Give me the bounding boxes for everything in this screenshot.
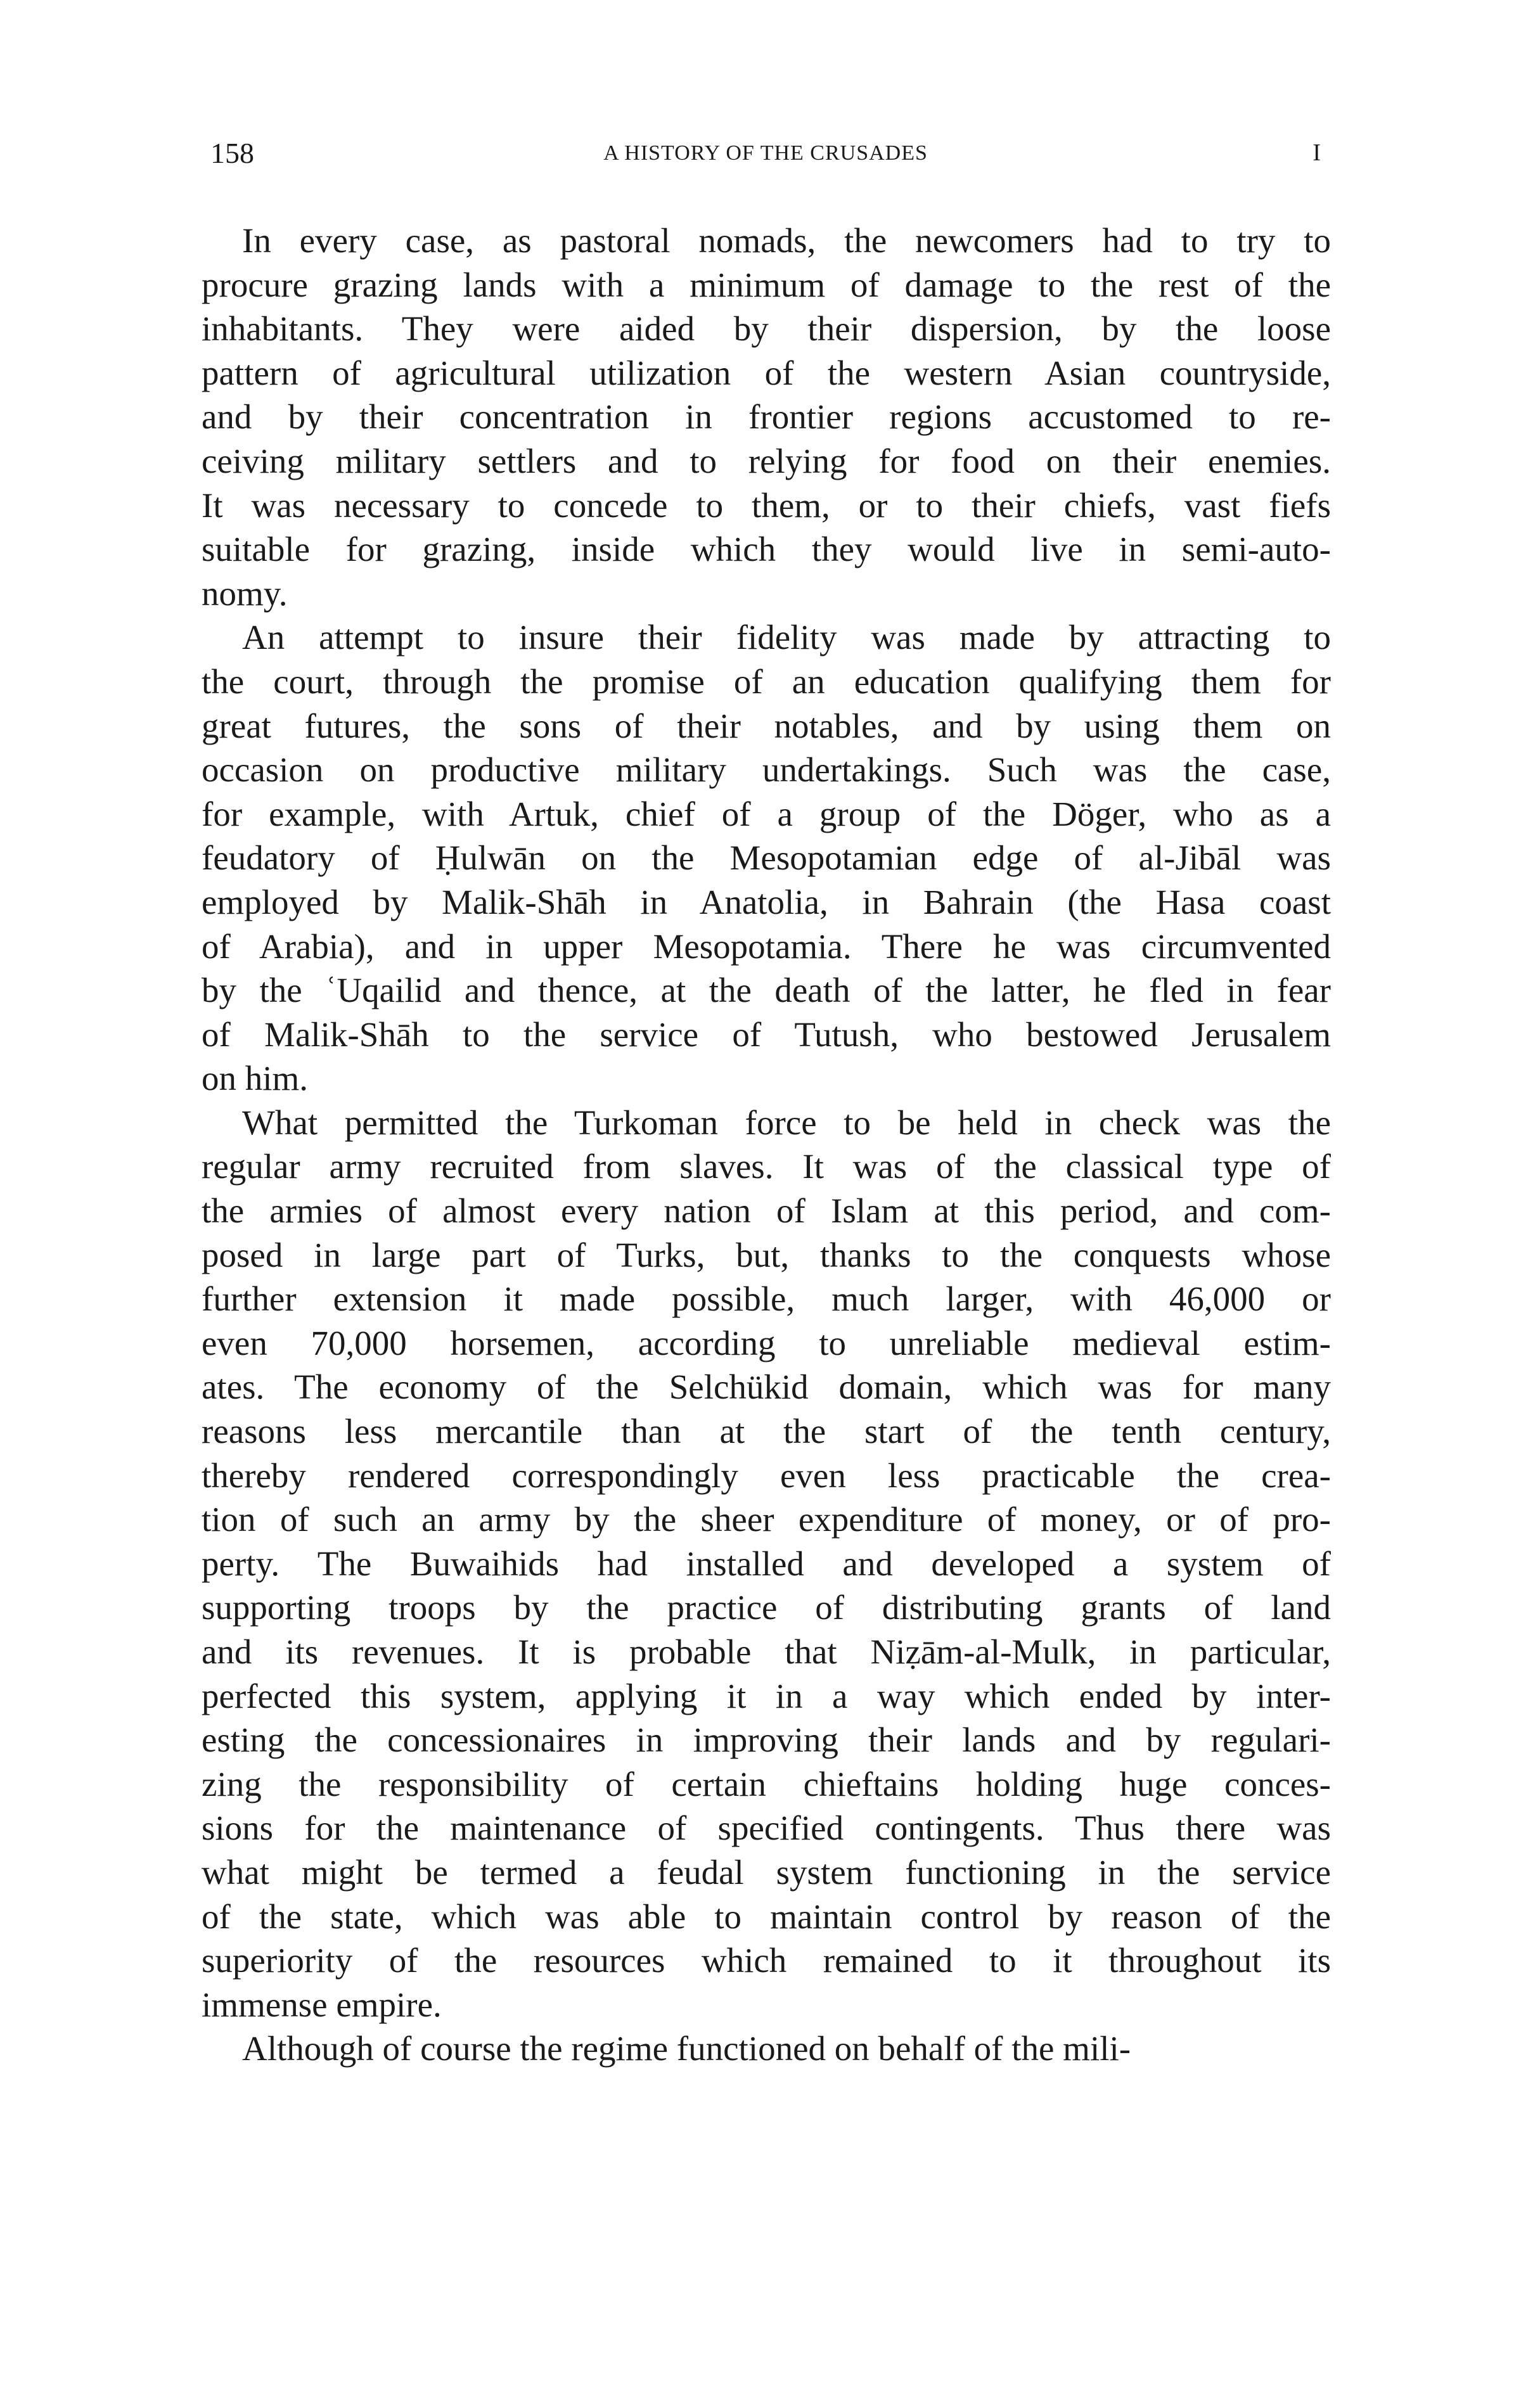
text-line: ates. The economy of the Selchükid domain, which was for many	[202, 1367, 1331, 1407]
text-line: Although of course the regime functioned on behalf of the mili-	[242, 2029, 1131, 2068]
text-line: superiority of the resources which remained to it throughout its	[202, 1941, 1331, 1980]
text-line: supporting troops by the practice of distributing grants of land	[202, 1588, 1331, 1627]
page-number: 158	[210, 137, 254, 169]
text-line: nomy.	[202, 573, 288, 613]
text-line: occasion on productive military undertakings. Such was the case,	[202, 750, 1331, 790]
page-header	[210, 136, 1321, 174]
text-line: great futures, the sons of their notables, and by using them on	[202, 706, 1331, 745]
text-line: inhabitants. They were aided by their dispersion, by the loose	[202, 309, 1331, 349]
text-line: thereby rendered correspondingly even less practicable the crea-	[202, 1456, 1331, 1495]
text-line: on him.	[202, 1059, 309, 1098]
text-line: of Arabia), and in upper Mesopotamia. There he was circumvented	[202, 926, 1331, 966]
text-line: perfected this system, applying it in a way which ended by inter-	[202, 1676, 1331, 1715]
text-line: reasons less mercantile than at the start of the tenth century,	[202, 1412, 1331, 1451]
paragraph	[202, 219, 1331, 615]
text-line: regular army recruited from slaves. It was of the classical type of	[202, 1147, 1331, 1186]
text-line: ceiving military settlers and to relying for food on their enemies.	[202, 441, 1331, 480]
text-line: the armies of almost every nation of Islam at this period, and com-	[202, 1191, 1331, 1231]
text-line: An attempt to insure their fidelity was made by attracting to	[242, 618, 1331, 657]
paragraph	[202, 615, 1331, 1101]
text-line: zing the responsibility of certain chieftains holding huge conces-	[202, 1764, 1331, 1803]
text-line: immense empire.	[202, 1985, 442, 2024]
text-line: of the state, which was able to maintain control by reason of the	[202, 1897, 1331, 1936]
text-line: and by their concentration in frontier regions accustomed to re-	[202, 397, 1331, 437]
text-line: What permitted the Turkoman force to be held in check was the	[242, 1103, 1331, 1142]
paragraph	[202, 1101, 1331, 2027]
text-line: feudatory of Ḥulwān on the Mesopotamian edge of al-Jibāl was	[202, 838, 1331, 878]
text-line: sions for the maintenance of specified contingents. Thus there was	[202, 1809, 1331, 1848]
text-line: the court, through the promise of an education qualifying them for	[202, 662, 1331, 701]
body-text	[202, 219, 1331, 2071]
text-line: perty. The Buwaihids had installed and developed a system of	[202, 1544, 1331, 1583]
text-line: In every case, as pastoral nomads, the newcomers had to try to	[242, 221, 1331, 260]
text-line: employed by Malik-Shāh in Anatolia, in Bahrain (the Hasa coast	[202, 882, 1331, 921]
text-line: esting the concessionaires in improving their lands and by regulari-	[202, 1720, 1331, 1760]
text-line: pattern of agricultural utilization of the western Asian countryside,	[202, 353, 1331, 392]
text-line: posed in large part of Turks, but, thanks to the conquests whose	[202, 1235, 1331, 1274]
running-head: A HISTORY OF THE CRUSADES	[603, 141, 928, 165]
text-line: procure grazing lands with a minimum of damage to the rest of the	[202, 265, 1331, 304]
chapter-number: I	[1312, 139, 1321, 166]
text-line: what might be termed a feudal system functioning in the service	[202, 1852, 1331, 1892]
text-line: tion of such an army by the sheer expenditure of money, or of pro-	[202, 1500, 1331, 1539]
text-line: It was necessary to concede to them, or to their chiefs, vast fiefs	[202, 485, 1331, 525]
text-line: even 70,000 horsemen, according to unreliable medieval estim-	[202, 1323, 1331, 1362]
paragraph	[202, 2027, 1331, 2071]
text-line: for example, with Artuk, chief of a group of the Döger, who as a	[202, 794, 1331, 833]
text-line: of Malik-Shāh to the service of Tutush, who bestowed Jerusalem	[202, 1015, 1331, 1054]
text-line: further extension it made possible, much larger, with 46,000 or	[202, 1279, 1331, 1319]
text-line: by the ʿUqailid and thence, at the death of the latter, he fled in fear	[202, 971, 1331, 1010]
text-line: and its revenues. It is probable that Niẓām-al-Mulk, in particular,	[202, 1632, 1331, 1671]
text-line: suitable for grazing, inside which they would live in semi-auto-	[202, 530, 1331, 569]
